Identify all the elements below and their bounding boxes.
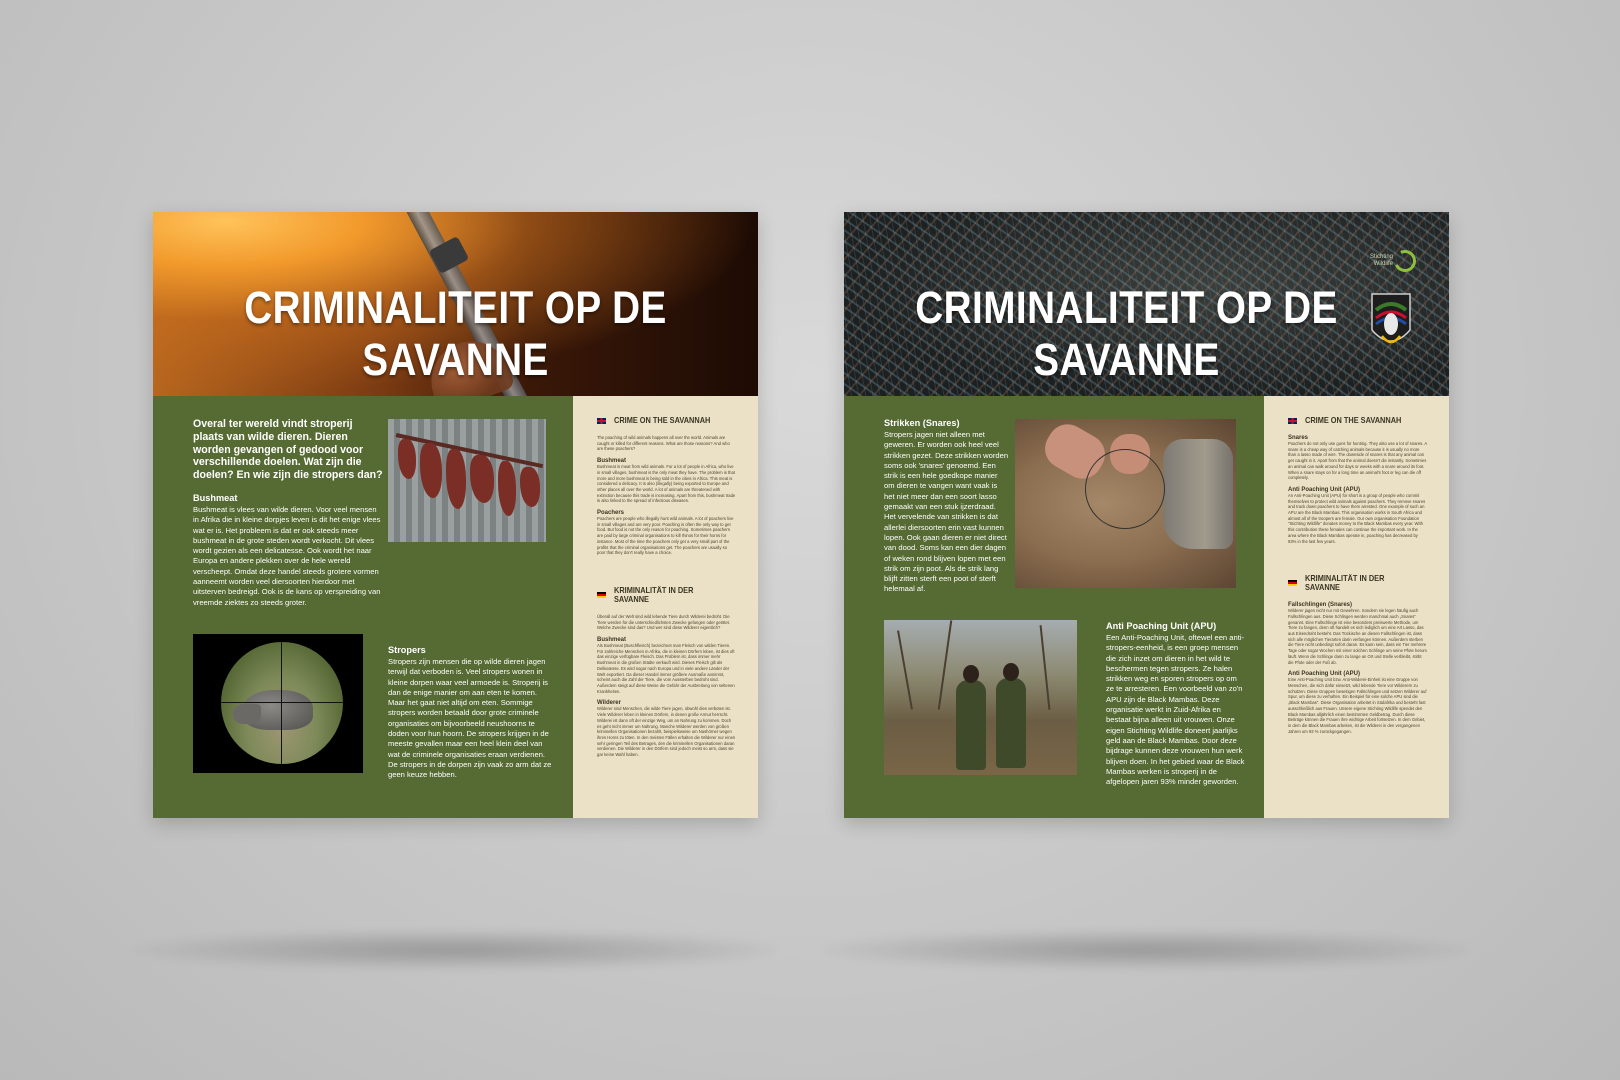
snare-wire-shape — [1085, 449, 1165, 529]
bushmeat-photo — [388, 419, 546, 542]
rhino-head-shape — [233, 704, 261, 724]
right-panel-shadow — [820, 930, 1470, 970]
stropers-section — [388, 645, 553, 781]
snares-text: Stropers jagen niet alleen met geweren. Er worden ook heel veel strikken gezet. Deze strikken worden soms ook 'snares' genoemd. Een strik is een hele goedkope manier om dieren te vangen want vaak is het niet meer dan een soort lasso gemaakt van een stuk ijzerdraad. Het vervelende van strikken is dat allerlei diersoorten erin vast kunnen lopen. Ook gaan dieren er niet direct van dood. Soms kan een dier dagen of weken rond blijven lopen met een strik om zijn poot. Als de strik lang blijft zitten sterft een poot of sterft helemaal af. — [884, 430, 1009, 594]
ranger-head — [963, 665, 979, 683]
tree-shape — [938, 620, 953, 709]
apu-text: Een Anti-Poaching Unit, oftewel een anti-stropers-eenheid, is een groep mensen die zich inzet om dieren in het wild te beschermen tegen stropers. Ze halen strikken weg en sporen stropers op om ze te arresteren. Een voorbeeld van zo'n APU zijn de Black Mambas. Deze organisatie werkt in Zuid-Afrika en bestaat bijna alleen uit vrouwen. Onze eigen Stichting Wildlife doneert jaarlijks geld aan de Black Mambas. Door deze bijdrage kunnen deze vrouwen hun werk blijven doen. In het gebied waar de Black Mambas werken is stroperij in de afgelopen jaren 93% minder geworden. — [1106, 633, 1245, 787]
english-apu-heading: Anti Poaching Unit (APU) — [1288, 486, 1360, 493]
hero-image-rifle — [153, 212, 758, 396]
left-poster-panel — [153, 212, 758, 818]
anti-poaching-unit-photo — [884, 620, 1077, 775]
german-apu-text: Eine Anti-Poaching Unit bzw. Anti-Wilderei-Einheit ist eine Gruppe von Menschen, die sich dafür einsetzt, wild lebende Tiere vor Wilderern zu schützen. Diese Gruppen beseitigen Fallschlingen und setzen Wilderer auf Spur, um diese zu verhaften. Ein Beispiel für eine solche APU sind die „Black Mambas“. Diese Organisation arbeitet in Südafrika und besteht fast ausschließlich aus Frauen. Unsere eigene Stichting Wildlife spendet den Black Mambas alljährlich einen bestimmten Geldbetrag. Durch diese Beiträge können die Frauen ihre wichtige Arbeit fortsetzen. In dem Gebiet, in dem die Black Mambas arbeiten, ist die Wilderei in den vergangenen Jahren um 93 % zurückgegangen. — [1288, 677, 1427, 734]
tree-shape — [1040, 625, 1051, 710]
meat-string-shape — [396, 433, 544, 468]
german-flag-icon — [1288, 580, 1297, 586]
crosshair-vertical — [281, 642, 282, 764]
german-snares-text: Wilderer jagen nicht nur mit Gewehren. Sondern sie legen häufig auch Fallschlingen aus. Diese Schlingen werden manchmal auch „Snares“ genannt. Eine Fallschlinge ist eine besonders preiswerte Methode, um Tiere zu fangen, denn oft handelt es sich lediglich um eine Art Lasso, das aus Eisendraht besteht. Das Tückische an diesen Fallschlingen ist, dass sich alle möglichen Tierarten darin verfangen können. Außerdem sterben die Tiere nicht unbedingt sofort daran. Es kann sein, dass ein Tier mehrere Tage oder sogar Wochen mit einer solchen Schlinge um seine Pfote herum läuft. Wenn die Schlinge dann zu lange an Ort und Stelle verbleibt, stirbt die Pfote oder der Fuß ab. — [1288, 608, 1427, 665]
english-snares-text: Poachers do not only use guns for hunting. They also use a lot of snares. A snare is a cheap way of catching animals because it is usually no more than a lasso made of wire. The downside of snares is that any animal can get caught in it. Apart from that the animal doesn't die instantly. Sometimes an animal can walk around for days or weeks with a snare around its foot. When a snare stays on for a long time an animal's foot or leg can die off completely. — [1288, 441, 1427, 481]
dutch-content-area — [153, 396, 573, 818]
tree-shape — [897, 630, 913, 709]
bushmeat-heading: Bushmeat — [193, 493, 238, 503]
german-intro: Überall auf der Welt sind wild lebende Tiere durch Wilderei bedroht. Die Tiere werden für die unterschiedlichsten Zwecke gefangen oder getötet. Welche Zwecke sind das? Und wer sind diese Wilderer eigentlich? — [597, 613, 730, 631]
poster-title: CRIMINALITEIT OP DE SAVANNE — [915, 282, 1338, 385]
english-intro: The poaching of wild animals happens all over the world. Animals are caught or killed for different reasons. What are those reasons? And who are these poachers? — [597, 435, 730, 452]
english-title: CRIME ON THE SAVANNAH — [614, 416, 711, 425]
snares-section — [884, 418, 1009, 595]
german-title: KRIMINALITÄT IN DER SAVANNE — [614, 585, 694, 604]
uk-flag-icon — [597, 418, 606, 424]
english-bushmeat-text: Bushmeat is meat from wild animals. For a lot of people in Africa, who live in small villages, bushmeat is the only meat they have. The problem is that more and more bushmeat is being sold in the cities in Africa. This meat is considered a delicacy. It is also (illegally) being exported to Europe and other places all over the world. A lot of animals are threatened with extinction because this trade is increasing. Apart from this, bushmeat trade is also linked to the spread of infectious diseases. — [597, 464, 736, 504]
english-poachers-heading: Poachers — [597, 510, 625, 517]
english-bushmeat-heading: Bushmeat — [597, 458, 627, 465]
english-snares-heading: Snares — [1288, 435, 1309, 441]
meat-piece — [420, 443, 442, 498]
meat-piece — [446, 449, 466, 509]
dutch-content-area — [844, 396, 1264, 818]
ranger-figure — [956, 680, 986, 770]
stropers-heading: Stropers — [388, 645, 426, 655]
uk-flag-icon — [1288, 418, 1297, 424]
english-apu-text: An Anti-Poaching Unit (APU) for short is a group of people who commit themselves to protect wild animals against poachers. They remove snares and track down poachers to have them arrested. One example of such an APU are the Black Mambas. This organisation works in South Africa and almost all of the troopers are female. Our own organisation Foundation "Stichting Wildlife" donates money to the Black Mambas every year. With this contribution these females can continue the important work. In the area where the Black Mambas operate in, poaching has decreased by 93% in the last few years. — [1288, 492, 1426, 544]
snares-heading: Strikken (Snares) — [884, 418, 960, 428]
german-snares-heading: Fallschlingen (Snares) — [1288, 602, 1353, 609]
boot-shape — [1163, 439, 1233, 549]
intro-text: Overal ter wereld vindt stroperij plaats van wilde dieren. Dieren worden gevangen of gedood voor verschillende doelen. Wat zijn die doelen? En wie zijn die stropers dan? — [193, 418, 383, 482]
right-poster-panel — [844, 212, 1449, 818]
stichting-wildlife-logo-icon — [1391, 247, 1419, 275]
german-header — [1288, 574, 1427, 592]
hero-image-snares — [844, 212, 1449, 396]
meat-piece — [520, 467, 540, 507]
translations-column — [573, 396, 758, 818]
german-header — [597, 586, 736, 604]
ranger-head — [1003, 663, 1019, 681]
meat-piece — [470, 455, 494, 503]
english-header — [1288, 416, 1427, 425]
meat-piece — [498, 461, 516, 516]
english-title: CRIME ON THE SAVANNAH — [1305, 416, 1402, 425]
crosshair-horizontal — [221, 702, 343, 703]
translations-column — [1264, 396, 1449, 818]
german-title: KRIMINALITÄT IN DER SAVANNE — [1305, 574, 1385, 593]
apu-heading: Anti Poaching Unit (APU) — [1106, 621, 1217, 631]
black-mambas-emblem-icon — [1368, 290, 1414, 354]
scope-view — [221, 642, 343, 764]
bushmeat-section — [193, 493, 383, 608]
meat-piece — [398, 439, 416, 479]
apu-section — [1106, 621, 1246, 787]
german-bushmeat-text: Als Bushmeat (Buschfleisch) bezeichnet man Fleisch von wilden Tieren. Für zahlreiche Menschen in Afrika, die in kleinen Dörfern leben, ist dies oft das einzige verfügbare Fleisch. Das Problem ist, dass immer mehr Bushmeat in die großen Städte verkauft wird. Dieses Fleisch gilt als Delikatesse. Es wird sogar nach Europa und in viele andere Länder der Welt exportiert. Da dieser Handel immer größere Ausmaße annimmt, scheint auch die Zahl der Tiere, die vom Aussterben bedroht sind. Außerdem steigt auf diese Weise die Gefahr der Ausbreitung von seltenen Krankheiten. — [597, 643, 735, 694]
german-flag-icon — [597, 592, 606, 598]
german-apu-heading: Anti Poaching Unit (APU) — [1288, 671, 1360, 678]
left-panel-shadow — [130, 930, 780, 970]
snare-photo — [1015, 419, 1236, 588]
bushmeat-text: Bushmeat is vlees van wilde dieren. Voor veel mensen in Afrika die in kleine dorpjes leven is dit het enige vlees wat er is. Het probleem is dat er ook steeds meer bushmeat in de grote steden wordt verkocht. Dit vlees wordt gezien als een delicatesse. Ook wordt het naar Europa en andere plekken over de hele wereld verscheept. Omdat deze handel steeds grotere vormen aanneemt worden veel diersoorten hierdoor met uitsterven bedreigd. Ook is de kans op verspreiding van vreemde ziektes zo steeds groter. — [193, 505, 381, 607]
english-header — [597, 416, 736, 425]
german-bushmeat-heading: Bushmeat — [597, 637, 627, 644]
ranger-figure — [996, 678, 1026, 768]
rhino-scope-photo — [193, 634, 363, 773]
english-poachers-text: Poachers are people who illegally hunt wild animals. A lot of poachers live in small villages and are very poor. Poaching is often the only way to get food. But food is not the only reason for poaching. Sometimes poachers are paid by large criminal organisations to kill rhinos for their horns for instance. Most of the time the poachers only get a very small part of the profits that the criminal organisations get. The poachers are usually so poor that they don't really have a choice. — [597, 516, 734, 556]
german-wilderer-text: Wilderer sind Menschen, die wilde Tiere jagen, obwohl dies verboten ist. Viele Wilderer leben in kleinen Dörfern, in denen große Armut herrscht. Wilderei ist dann oft der einzige Weg, um an Nahrung zu kommen. Doch es geht nicht immer um Nahrung. Manche Wilderer werden von großen kriminellen Organisationen bezahlt, beispielsweise um Nashörner wegen ihres Horns zu töten. In den meisten Fällen erhalten die Wilderer nur einen sehr geringen Teil des Betrages, den die kriminellen Organisationen daran verdienen. Die Wilderer in den Dörfern sind jedoch meist so arm, dass sie gar keine Wahl haben. — [597, 706, 736, 758]
german-wilderer-heading: Wilderer — [597, 700, 621, 707]
poster-title: CRIMINALITEIT OP DE SAVANNE — [244, 282, 667, 385]
stichting-wildlife-logo-text: Stichting Wildlife — [1369, 254, 1393, 267]
stropers-text: Stropers zijn mensen die op wilde dieren jagen terwijl dat verboden is. Veel stropers wonen in kleine dorpen waar veel armoede is. Stroperij is dan de enige manier om aan eten te komen. Maar het gaat niet altijd om eten. Sommige stropers worden betaald door grote criminele organisaties om bijvoorbeeld neushoorns te doden voor hun hoorn. De stropers krijgen in de meeste gevallen maar een heel klein deel van wat de criminele organisaties eraan verdienen. De stropers in de dorpen zijn vaak zo arm dat ze geen keuze hebben. — [388, 657, 552, 780]
